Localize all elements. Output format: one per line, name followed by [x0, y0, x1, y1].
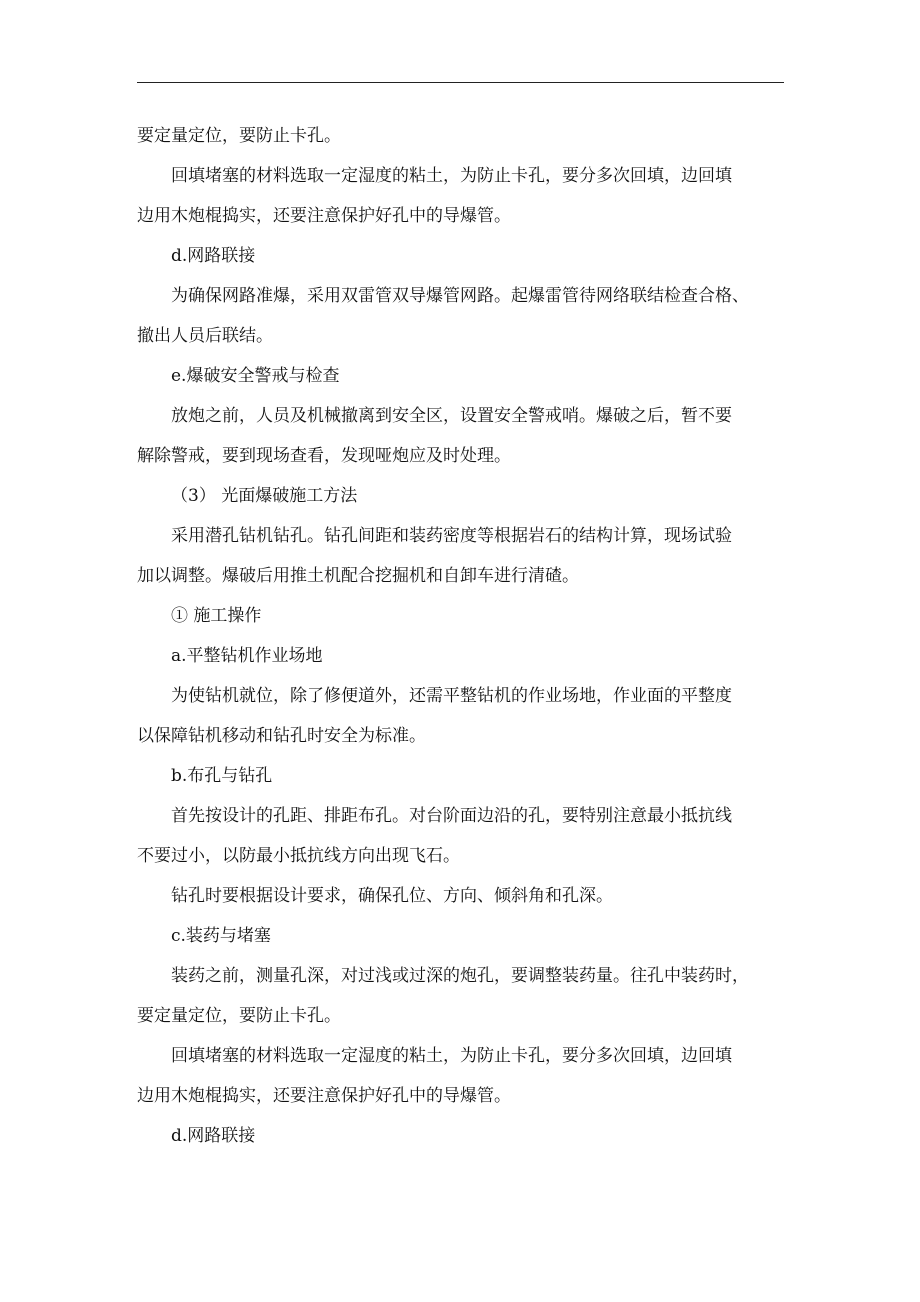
- paragraph: [137, 476, 785, 516]
- text-line: 边用木炮棍捣实，还要注意保护好孔中的导爆管。: [137, 1086, 511, 1106]
- paragraph: [137, 916, 785, 956]
- text-line: 不要过小，以防最小抵抗线方向出现飞石。: [137, 846, 460, 866]
- document-body: [137, 116, 785, 1156]
- paragraph: [137, 956, 785, 1036]
- text-line: 回填堵塞的材料选取一定湿度的粘土，为防止卡孔，要分多次回填，边回填: [171, 1046, 732, 1066]
- text-line: c.装药与堵塞: [171, 926, 271, 946]
- text-line: d.网路联接: [171, 1126, 256, 1146]
- paragraph: [137, 876, 785, 916]
- paragraph: [137, 236, 785, 276]
- text-line: 边用木炮棍捣实，还要注意保护好孔中的导爆管。: [137, 206, 511, 226]
- paragraph: [137, 1116, 785, 1156]
- text-line: 要定量定位，要防止卡孔。: [137, 126, 341, 146]
- text-line: （3） 光面爆破施工方法: [171, 486, 358, 506]
- text-line: 放炮之前，人员及机械撤离到安全区，设置安全警戒哨。爆破之后，暂不要: [171, 406, 732, 426]
- paragraph: [137, 636, 785, 676]
- text-line: b.布孔与钻孔: [171, 766, 273, 786]
- text-line: 撤出人员后联结。: [137, 326, 273, 346]
- text-line: 为确保网路准爆，采用双雷管双导爆管网路。起爆雷管待网络联结检查合格、: [171, 286, 749, 306]
- header-rule: [137, 82, 784, 83]
- paragraph: [137, 396, 785, 476]
- paragraph: [137, 276, 785, 356]
- text-line: 加以调整。爆破后用推土机配合挖掘机和自卸车进行清碴。: [137, 566, 579, 586]
- text-line: 为使钻机就位，除了修便道外，还需平整钻机的作业场地，作业面的平整度: [171, 686, 732, 706]
- text-line: ① 施工操作: [171, 606, 262, 626]
- paragraph: [137, 1036, 785, 1116]
- text-line: d.网路联接: [171, 246, 256, 266]
- text-line: 解除警戒，要到现场查看，发现哑炮应及时处理。: [137, 446, 511, 466]
- text-line: 采用潜孔钻机钻孔。钻孔间距和装药密度等根据岩石的结构计算，现场试验: [171, 526, 732, 546]
- paragraph: [137, 796, 785, 876]
- text-line: 装药之前，测量孔深，对过浅或过深的炮孔，要调整装药量。往孔中装药时，: [171, 966, 749, 986]
- paragraph: [137, 676, 785, 756]
- text-line: 钻孔时要根据设计要求，确保孔位、方向、倾斜角和孔深。: [171, 886, 613, 906]
- text-line: 以保障钻机移动和钻孔时安全为标准。: [137, 726, 426, 746]
- paragraph: [137, 116, 785, 156]
- text-line: 要定量定位，要防止卡孔。: [137, 1006, 341, 1026]
- paragraph: [137, 156, 785, 236]
- text-line: e.爆破安全警戒与检查: [171, 366, 340, 386]
- text-line: a.平整钻机作业场地: [171, 646, 323, 666]
- paragraph: [137, 356, 785, 396]
- paragraph: [137, 516, 785, 596]
- text-line: 回填堵塞的材料选取一定湿度的粘土，为防止卡孔，要分多次回填，边回填: [171, 166, 732, 186]
- text-line: 首先按设计的孔距、排距布孔。对台阶面边沿的孔，要特别注意最小抵抗线: [171, 806, 732, 826]
- paragraph: [137, 756, 785, 796]
- paragraph: [137, 596, 785, 636]
